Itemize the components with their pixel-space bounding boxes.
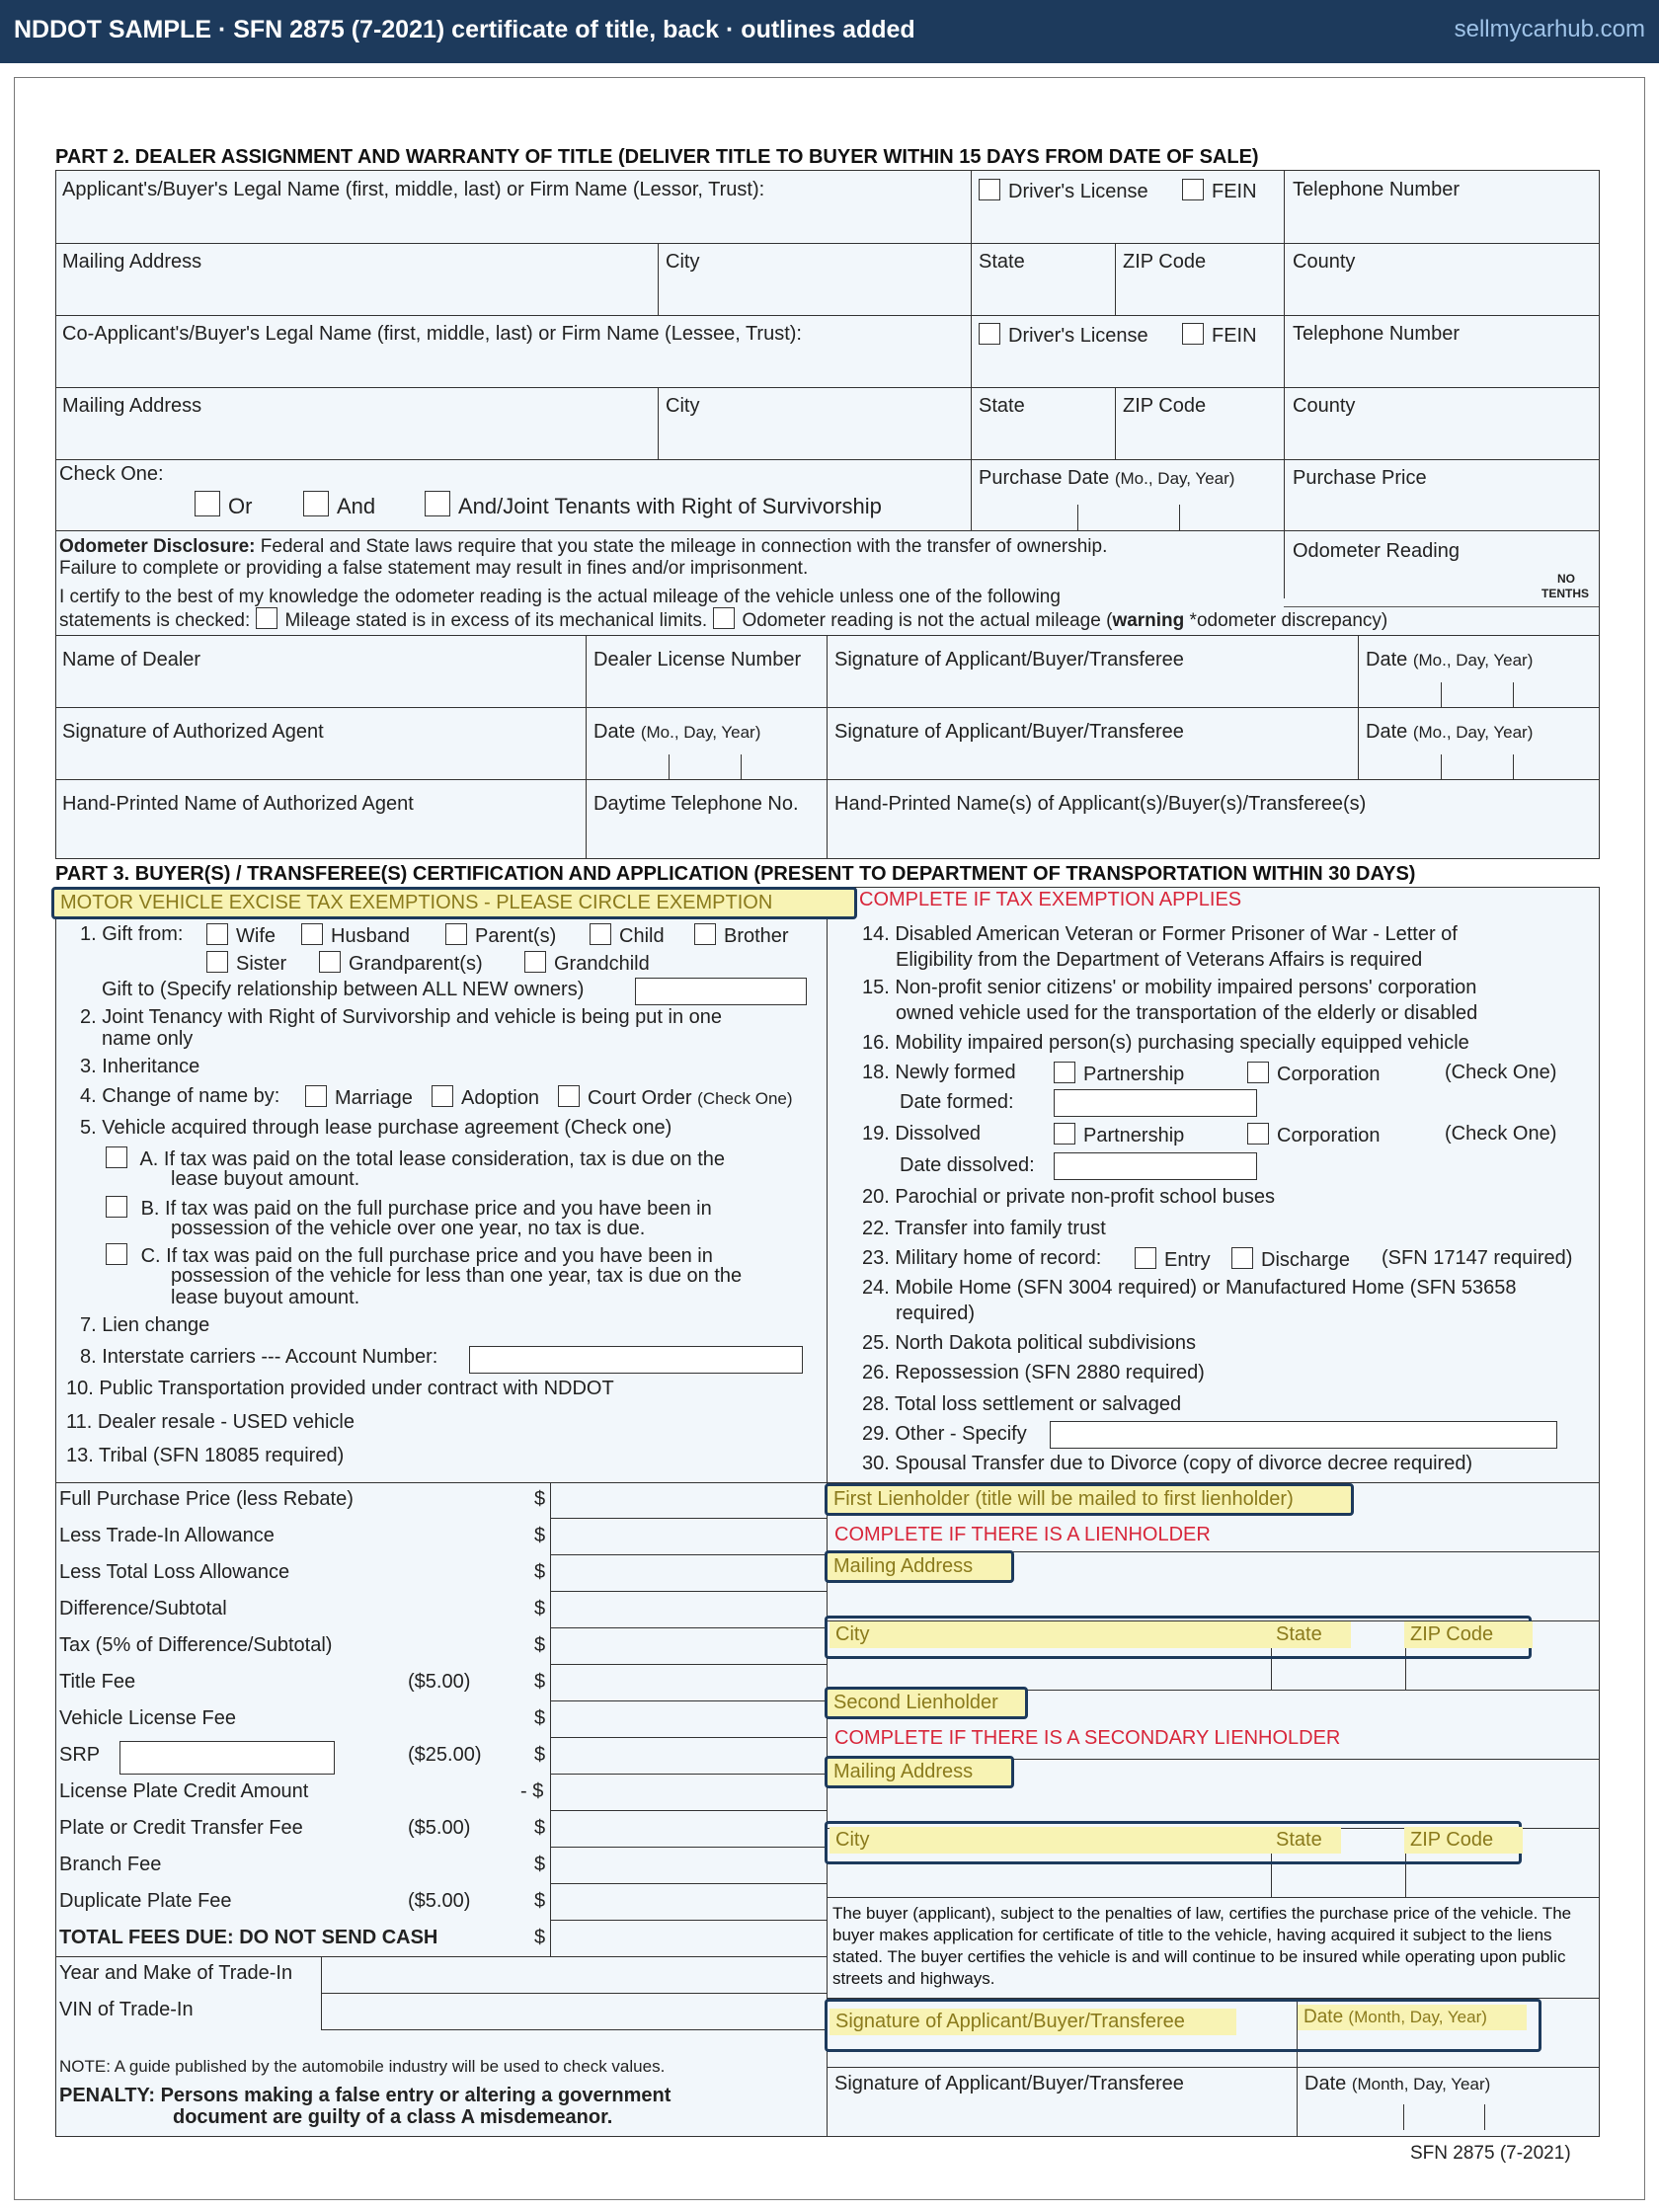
total-fees-label: TOTAL FEES DUE: DO NOT SEND CASH <box>59 1927 438 1948</box>
trade-in-vin-label: VIN of Trade-In <box>59 1999 194 2020</box>
checkbox[interactable] <box>319 951 341 973</box>
fee-amount: ($5.00) <box>408 1817 471 1839</box>
joint-tenants-option[interactable]: And/Joint Tenants with Right of Survivorship <box>425 491 882 519</box>
co-applicant-drivers-license-option[interactable]: Driver's License <box>979 323 1148 348</box>
date-divider <box>1513 754 1514 780</box>
guide-note: NOTE: A guide published by the automobile industry will be used to check values. <box>59 2057 666 2076</box>
co-applicant-name-label: Co-Applicant's/Buyer's Legal Name (first, middle, last) or Firm Name (Lessee, Trust): <box>62 323 802 345</box>
applicant-drivers-license-option[interactable]: Driver's License <box>979 179 1148 203</box>
gift-grandparents-option[interactable]: Grandparent(s) <box>319 951 483 976</box>
gift-child-option[interactable]: Child <box>590 923 665 948</box>
exemption-13-tribal: 13. Tribal (SFN 18085 required) <box>66 1445 345 1466</box>
dollar-sign: $ <box>534 1744 546 1766</box>
complete-if-secondary-lienholder-note: COMPLETE IF THERE IS A SECONDARY LIENHOLDER <box>834 1727 1341 1749</box>
date-divider <box>1441 754 1442 780</box>
lease-option-c-continued: possession of the vehicle for less than one year, tax is due on the <box>171 1265 743 1287</box>
exemption-3-inheritance: 3. Inheritance <box>80 1056 200 1077</box>
fee-label: Duplicate Plate Fee <box>59 1890 232 1912</box>
odometer-reading-label: Odometer Reading <box>1293 540 1460 562</box>
odometer-disclosure-line1: Odometer Disclosure: Federal and State laws require that you state the mileage in connection with the transfer of ownership. <box>59 536 1108 557</box>
applicant-city-label: City <box>666 251 700 273</box>
fee-label: Difference/Subtotal <box>59 1598 227 1620</box>
check-one-label: Check One: <box>59 463 164 485</box>
agent-date-label: Date (Mo., Day, Year) <box>593 721 761 743</box>
odometer-disclosure-line3: I certify to the best of my knowledge the odometer reading is the actual mileage of the vehicle unless one of the following <box>59 587 1061 607</box>
dollar-sign: - $ <box>520 1780 544 1802</box>
dollar-sign: $ <box>534 1707 546 1729</box>
signature-date-label: Date (Mo., Day, Year) <box>1366 721 1534 743</box>
co-applicant-zip-label: ZIP Code <box>1123 395 1207 417</box>
fee-label: Branch Fee <box>59 1854 162 1875</box>
checkbox[interactable] <box>256 607 277 629</box>
applicant-signature-label: Signature of Applicant/Buyer/Transferee <box>834 721 1184 743</box>
exemption-26-repossession: 26. Repossession (SFN 2880 required) <box>862 1362 1205 1383</box>
co-applicant-county-label: County <box>1293 395 1356 417</box>
exemption-14-continued: Eligibility from the Department of Veterans Affairs is required <box>896 949 1423 971</box>
military-discharge-option[interactable]: Discharge <box>1231 1247 1350 1272</box>
daytime-telephone-label: Daytime Telephone No. <box>593 793 799 815</box>
second-lienholder-zip-field[interactable]: ZIP Code <box>1404 1827 1523 1854</box>
dissolved-partnership-option[interactable]: Partnership <box>1054 1123 1184 1147</box>
lease-option-a[interactable]: A. If tax was paid on the total lease consideration, tax is due on the <box>106 1146 725 1171</box>
exemption-23-military: 23. Military home of record: <box>862 1247 1102 1269</box>
fee-label: Vehicle License Fee <box>59 1707 237 1729</box>
fee-amount: ($5.00) <box>408 1671 471 1693</box>
marriage-option[interactable]: Marriage <box>305 1085 413 1110</box>
dealer-name-label: Name of Dealer <box>62 649 201 671</box>
date-divider <box>741 754 742 780</box>
checkbox[interactable] <box>106 1243 127 1265</box>
adoption-option[interactable]: Adoption <box>432 1085 539 1110</box>
checkbox[interactable] <box>979 179 1000 200</box>
checkbox[interactable] <box>1182 323 1204 345</box>
exemption-19-dissolved: 19. Dissolved <box>862 1123 982 1145</box>
checkbox[interactable] <box>558 1085 580 1107</box>
checkbox[interactable] <box>1182 179 1204 200</box>
lease-option-c-continued: lease buyout amount. <box>171 1287 360 1308</box>
checkbox[interactable] <box>445 923 467 945</box>
gift-parents-option[interactable]: Parent(s) <box>445 923 556 948</box>
complete-if-lienholder-note: COMPLETE IF THERE IS A LIENHOLDER <box>834 1524 1211 1545</box>
dollar-sign: $ <box>534 1488 546 1510</box>
purchase-date-label: Purchase Date (Mo., Day, Year) <box>979 467 1235 489</box>
date-formed-label: Date formed: <box>900 1091 1014 1113</box>
fee-label: Full Purchase Price (less Rebate) <box>59 1488 354 1510</box>
applicant-zip-label: ZIP Code <box>1123 251 1207 273</box>
trade-in-year-make-label: Year and Make of Trade-In <box>59 1962 293 1984</box>
checkbox[interactable] <box>305 1085 327 1107</box>
lease-option-a-continued: lease buyout amount. <box>171 1168 360 1190</box>
exemption-30-spousal-transfer: 30. Spousal Transfer due to Divorce (copy of divorce decree required) <box>862 1453 1473 1474</box>
applicant-name-label: Applicant's/Buyer's Legal Name (first, middle, last) or Firm Name (Lessor, Trust): <box>62 179 765 200</box>
odometer-disclosure-line2: Failure to complete or providing a false statement may result in fines and/or imprisonment. <box>59 558 809 579</box>
or-option[interactable]: Or <box>195 491 252 519</box>
gift-relationship-field[interactable] <box>635 978 807 1005</box>
exemption-2-joint-tenancy: 2. Joint Tenancy with Right of Survivorship and vehicle is being put in one <box>80 1006 723 1028</box>
check-one-note: (Check One) <box>1445 1062 1557 1083</box>
exemption-8-interstate: 8. Interstate carriers --- Account Number: <box>80 1346 438 1368</box>
penalty-text-continued: document are guilty of a class A misdemeanor. <box>173 2106 613 2128</box>
checkbox[interactable] <box>713 607 735 629</box>
dollar-sign: $ <box>534 1561 546 1583</box>
applicant-state-label: State <box>979 251 1025 273</box>
co-applicant-telephone-label: Telephone Number <box>1293 323 1460 345</box>
applicant-signature-field[interactable]: Signature of Applicant/Buyer/Transferee <box>830 2009 1236 2035</box>
exemption-14-veteran: 14. Disabled American Veteran or Former Prisoner of War - Letter of <box>862 923 1458 945</box>
complete-if-tax-exemption-note: COMPLETE IF TAX EXEMPTION APPLIES <box>859 889 1242 910</box>
exemption-7-lien-change: 7. Lien change <box>80 1314 210 1336</box>
applicant-printed-name-label: Hand-Printed Name(s) of Applicant(s)/Buyer(s)/Transferee(s) <box>834 793 1367 815</box>
applicant-signature-label: Signature of Applicant/Buyer/Transferee <box>834 649 1184 671</box>
lease-option-b-continued: possession of the vehicle over one year, no tax is due. <box>171 1218 646 1239</box>
exemption-11-dealer-resale: 11. Dealer resale - USED vehicle <box>66 1411 355 1433</box>
fee-label: Tax (5% of Difference/Subtotal) <box>59 1634 333 1656</box>
second-applicant-signature-label: Signature of Applicant/Buyer/Transferee <box>834 2073 1184 2094</box>
gift-wife-option[interactable]: Wife <box>206 923 276 948</box>
exemption-25-political-subdivisions: 25. North Dakota political subdivisions <box>862 1332 1196 1354</box>
exemption-29-other: 29. Other - Specify <box>862 1423 1027 1445</box>
checkbox[interactable] <box>1247 1062 1269 1083</box>
tenths-label: TENTHS <box>1541 587 1589 600</box>
exemption-10-public-transportation: 10. Public Transportation provided under contract with NDDOT <box>66 1378 614 1399</box>
penalty-text: PENALTY: Persons making a false entry or altering a government <box>59 2085 672 2106</box>
srp-field[interactable] <box>119 1741 335 1775</box>
fee-label: SRP <box>59 1744 101 1766</box>
and-option[interactable]: And <box>303 491 375 519</box>
checkbox[interactable] <box>1135 1247 1156 1269</box>
fee-label: Title Fee <box>59 1671 136 1693</box>
checkbox[interactable] <box>1054 1123 1075 1145</box>
applicant-telephone-label: Telephone Number <box>1293 179 1460 200</box>
applicant-signature-date-field[interactable]: Date (Month, Day, Year) <box>1298 2005 1527 2030</box>
part2-heading: PART 2. DEALER ASSIGNMENT AND WARRANTY OF TITLE (DELIVER TITLE TO BUYER WITHIN 15 DAYS FROM DATE OF SALE) <box>55 146 1259 168</box>
court-order-option[interactable]: Court Order (Check One) <box>558 1085 793 1110</box>
dollar-sign: $ <box>534 1927 546 1948</box>
date-divider <box>1403 2104 1404 2130</box>
co-applicant-fein-option[interactable]: FEIN <box>1182 323 1257 348</box>
fee-amount: ($25.00) <box>408 1744 482 1766</box>
first-lienholder-state-field[interactable]: State <box>1270 1621 1351 1648</box>
exemption-20-school-buses: 20. Parochial or private non-profit school buses <box>862 1186 1276 1208</box>
lease-option-c[interactable]: C. If tax was paid on the full purchase price and you have been in <box>106 1243 713 1268</box>
co-applicant-mailing-address-label: Mailing Address <box>62 395 202 417</box>
exemption-22-family-trust: 22. Transfer into family trust <box>862 1218 1106 1239</box>
check-one-note: (Check One) <box>1445 1123 1557 1145</box>
first-lienholder-mailing-address-field[interactable]: Mailing Address <box>825 1550 1014 1583</box>
exemption-2-continued: name only <box>102 1028 194 1050</box>
date-divider <box>669 754 670 780</box>
first-lienholder-zip-field[interactable]: ZIP Code <box>1404 1621 1533 1648</box>
second-lienholder-city-field[interactable]: City <box>830 1827 1276 1854</box>
authorized-agent-signature-label: Signature of Authorized Agent <box>62 721 324 743</box>
gift-husband-option[interactable]: Husband <box>301 923 410 948</box>
first-lienholder-city-field[interactable]: City <box>830 1621 1276 1648</box>
exemption-15-non-profit: 15. Non-profit senior citizens' or mobility impaired persons' corporation <box>862 977 1477 998</box>
date-divider <box>1441 682 1442 708</box>
signature-date-label: Date (Mo., Day, Year) <box>1366 649 1534 671</box>
exemption-1-gift: 1. Gift from: <box>80 923 184 945</box>
applicant-county-label: County <box>1293 251 1356 273</box>
part2-table <box>55 170 1600 859</box>
checkbox[interactable] <box>432 1085 453 1107</box>
excise-tax-exemptions-heading: MOTOR VEHICLE EXCISE TAX EXEMPTIONS - PLEASE CIRCLE EXEMPTION <box>51 887 857 919</box>
exemption-24-mobile-home: 24. Mobile Home (SFN 3004 required) or Manufactured Home (SFN 53658 <box>862 1277 1517 1299</box>
odometer-statements-line: statements is checked: Mileage stated is in excess of its mechanical limits. Odometer reading is not the actual mileage (warning *odometer discrepancy) <box>59 607 1387 632</box>
purchase-price-label: Purchase Price <box>1293 467 1427 489</box>
checkbox[interactable] <box>524 951 546 973</box>
buyer-certification-text: The buyer (applicant), subject to the penalties of law, certifies the purchase price of the vehicle. The buyer makes application for certificate of title to the vehicle, having acquired it subject to the liens stated. The buyer certifies the vehicle is and will continue to be insured while operating upon public streets and highways. <box>832 1904 1572 1988</box>
top-banner <box>0 0 1659 63</box>
account-number-field[interactable] <box>469 1346 803 1374</box>
date-dissolved-field[interactable] <box>1054 1152 1257 1180</box>
dissolved-corporation-option[interactable]: Corporation <box>1247 1123 1381 1147</box>
exemption-16-mobility: 16. Mobility impaired person(s) purchasing specially equipped vehicle <box>862 1032 1469 1054</box>
second-lienholder-state-field[interactable]: State <box>1270 1827 1341 1854</box>
second-lienholder-field[interactable]: Second Lienholder <box>825 1687 1028 1719</box>
checkbox[interactable] <box>425 491 450 516</box>
applicant-fein-option[interactable]: FEIN <box>1182 179 1257 203</box>
dollar-sign: $ <box>534 1854 546 1875</box>
exemption-15-continued: owned vehicle used for the transportation of the elderly or disabled <box>896 1002 1478 1024</box>
dollar-sign: $ <box>534 1598 546 1620</box>
fee-label: Less Total Loss Allowance <box>59 1561 290 1583</box>
checkbox[interactable] <box>979 323 1000 345</box>
checkbox[interactable] <box>206 923 228 945</box>
checkbox[interactable] <box>106 1196 127 1218</box>
gift-to-label: Gift to (Specify relationship between ALL NEW owners) <box>102 979 585 1000</box>
no-label: NO <box>1557 572 1575 586</box>
fee-label: Plate or Credit Transfer Fee <box>59 1817 303 1839</box>
newly-formed-corporation-option[interactable]: Corporation <box>1247 1062 1381 1086</box>
applicant-mailing-address-label: Mailing Address <box>62 251 202 273</box>
agent-printed-name-label: Hand-Printed Name of Authorized Agent <box>62 793 414 815</box>
date-divider <box>1513 682 1514 708</box>
checkbox[interactable] <box>301 923 323 945</box>
fee-label: License Plate Credit Amount <box>59 1780 309 1802</box>
checkbox[interactable] <box>1231 1247 1253 1269</box>
date-divider <box>1484 2104 1485 2130</box>
gift-grandchild-option[interactable]: Grandchild <box>524 951 650 976</box>
co-applicant-state-label: State <box>979 395 1025 417</box>
co-applicant-city-label: City <box>666 395 700 417</box>
date-divider <box>1179 505 1180 530</box>
exemption-4-change-of-name: 4. Change of name by: <box>80 1085 280 1107</box>
dollar-sign: $ <box>534 1671 546 1693</box>
sfn-17147-note: (SFN 17147 required) <box>1382 1247 1573 1269</box>
military-entry-option[interactable]: Entry <box>1135 1247 1211 1272</box>
form-number: SFN 2875 (7-2021) <box>1410 2143 1571 2164</box>
second-signature-date-label: Date (Month, Day, Year) <box>1304 2073 1491 2094</box>
first-lienholder-field[interactable]: First Lienholder (title will be mailed to first lienholder) <box>825 1483 1354 1516</box>
gift-brother-option[interactable]: Brother <box>694 923 789 948</box>
date-divider <box>1077 505 1078 530</box>
checkbox[interactable] <box>1247 1123 1269 1145</box>
gift-sister-option[interactable]: Sister <box>206 951 286 976</box>
fee-amount: ($5.00) <box>408 1890 471 1912</box>
checkbox[interactable] <box>195 491 220 516</box>
fee-label: Less Trade-In Allowance <box>59 1525 275 1546</box>
banner-title: NDDOT SAMPLE · SFN 2875 (7-2021) certificate of title, back · outlines added <box>14 16 915 43</box>
dollar-sign: $ <box>534 1890 546 1912</box>
checkbox[interactable] <box>106 1146 127 1168</box>
date-formed-field[interactable] <box>1054 1089 1257 1117</box>
checkbox[interactable] <box>590 923 611 945</box>
dollar-sign: $ <box>534 1817 546 1839</box>
banner-brand-link[interactable]: sellmycarhub.com <box>1454 16 1645 42</box>
exemption-5-lease-purchase: 5. Vehicle acquired through lease purchase agreement (Check one) <box>80 1117 672 1139</box>
second-lienholder-mailing-address-field[interactable]: Mailing Address <box>825 1756 1014 1788</box>
other-specify-field[interactable] <box>1050 1421 1557 1449</box>
exemption-24-continued: required) <box>896 1303 976 1324</box>
checkbox[interactable] <box>206 951 228 973</box>
exemption-18-newly-formed: 18. Newly formed <box>862 1062 1016 1083</box>
date-dissolved-label: Date dissolved: <box>900 1154 1035 1176</box>
part3-heading: PART 3. BUYER(S) / TRANSFEREE(S) CERTIFICATION AND APPLICATION (PRESENT TO DEPARTMENT OF TRANSPORTATION WITHIN 30 DAYS) <box>55 863 1416 885</box>
dollar-sign: $ <box>534 1634 546 1656</box>
exemption-28-total-loss: 28. Total loss settlement or salvaged <box>862 1393 1182 1415</box>
checkbox[interactable] <box>303 491 329 516</box>
checkbox[interactable] <box>1054 1062 1075 1083</box>
newly-formed-partnership-option[interactable]: Partnership <box>1054 1062 1184 1086</box>
checkbox[interactable] <box>694 923 716 945</box>
lease-option-b[interactable]: B. If tax was paid on the full purchase price and you have been in <box>106 1196 712 1221</box>
dealer-license-label: Dealer License Number <box>593 649 802 671</box>
dollar-sign: $ <box>534 1525 546 1546</box>
